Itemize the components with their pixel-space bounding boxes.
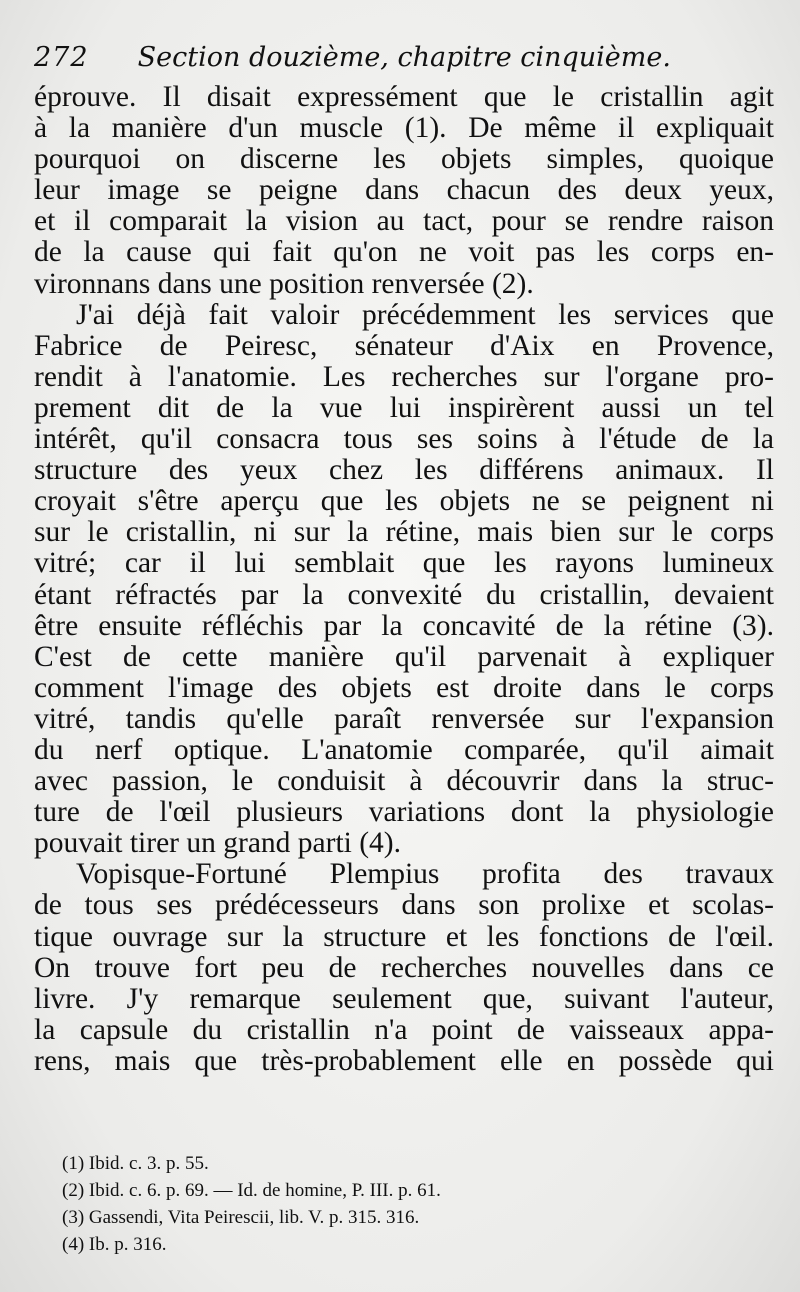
text-line: Fabrice de Peiresc, sénateur d'Aix en Provence, — [34, 329, 774, 362]
text-line: croyait s'être aperçu que les objets ne se peignent ni — [34, 485, 774, 518]
text-line: du nerf optique. L'anatomie comparée, qu'il aimait — [34, 733, 774, 766]
text-line: avec passion, le conduisit à découvrir dans la struc- — [34, 765, 774, 798]
text-line: être ensuite réfléchis par la concavité de la rétine (3). — [34, 609, 774, 642]
text-line: la capsule du cristallin n'a point de vaisseaux appa- — [34, 1013, 774, 1046]
text-line: leur image se peigne dans chacun des deux yeux, — [34, 174, 774, 207]
text-line: à la manière d'un muscle (1). De même il expliquait — [34, 112, 774, 145]
text-line: On trouve fort peu de recherches nouvelles dans ce — [34, 951, 774, 984]
text-line: étant réfractés par la convexité du cristallin, devaient — [34, 578, 774, 611]
text-line: éprouve. Il disait expressément que le cristallin agit — [34, 81, 774, 113]
text-line: vitré, tandis qu'elle paraît renversée sur l'expansion — [34, 702, 774, 735]
text-line: pourquoi on discerne les objets simples, quoique — [34, 143, 774, 176]
text-line: vironnans dans une position renversée (2). — [34, 267, 534, 300]
text-line: comment l'image des objets est droite dans le corps — [34, 671, 774, 704]
footnote: (3) Gassendi, Vita Peirescii, lib. V. p. 315. 316. — [62, 1207, 420, 1228]
text-line: pouvait tirer un grand parti (4). — [34, 827, 401, 860]
page-number: 272 — [34, 42, 89, 73]
text-line: rendit à l'anatomie. Les recherches sur l'organe pro- — [34, 360, 774, 393]
text-line: C'est de cette manière qu'il parvenait à expliquer — [34, 640, 774, 673]
page-header — [34, 42, 774, 82]
text-line: vitré; car il lui semblait que les rayons lumineux — [34, 547, 774, 580]
text-line: prement dit de la vue lui inspirèrent aussi un tel — [34, 391, 774, 424]
footnote: (1) Ibid. c. 3. p. 55. — [62, 1153, 209, 1174]
text-line: structure des yeux chez les différens animaux. Il — [34, 454, 774, 487]
text-line: livre. J'y remarque seulement que, suivant l'auteur, — [34, 982, 774, 1015]
footnotes — [62, 1150, 762, 1258]
text-line: J'ai déjà fait valoir précédemment les services que — [76, 298, 774, 331]
footnote: (4) Ib. p. 316. — [62, 1234, 167, 1255]
body-text — [34, 82, 774, 1077]
text-line: et il comparait la vision au tact, pour se rendre raison — [34, 205, 774, 238]
text-line: de tous ses prédécesseurs dans son prolixe et scolas- — [34, 889, 774, 922]
text-line: intérêt, qu'il consacra tous ses soins à l'étude de la — [34, 423, 774, 456]
text-line: sur le cristallin, ni sur la rétine, mais bien sur le corps — [34, 516, 774, 549]
running-title: Section douzième, chapitre cinquième. — [137, 42, 671, 73]
text-line: rens, mais que très-probablement elle en possède qui — [34, 1044, 774, 1077]
text-line: ture de l'œil plusieurs variations dont la physiologie — [34, 796, 774, 829]
text-line: de la cause qui fait qu'on ne voit pas les corps en- — [34, 236, 774, 269]
text-line: Vopisque-Fortuné Plempius profita des travaux — [76, 858, 774, 891]
footnote: (2) Ibid. c. 6. p. 69. — Id. de homine, P. III. p. 61. — [62, 1180, 441, 1201]
text-line: tique ouvrage sur la structure et les fonctions de l'œil. — [34, 920, 774, 953]
